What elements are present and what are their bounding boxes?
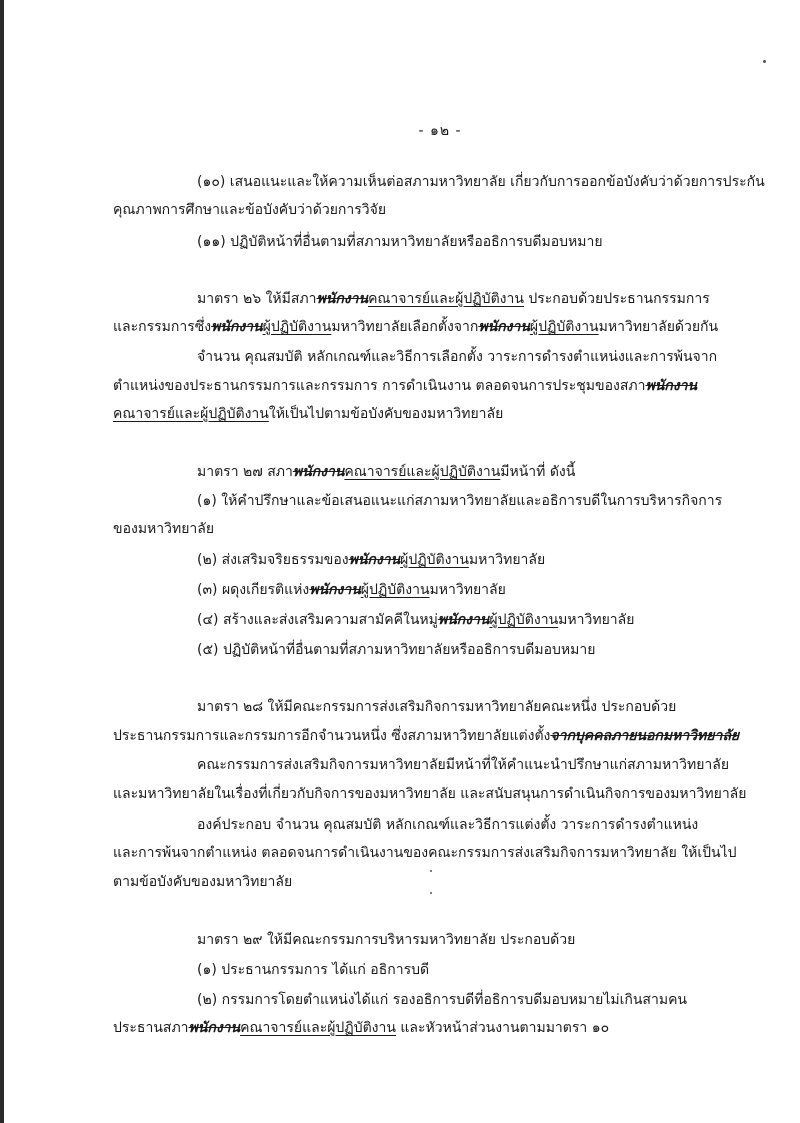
inserted-text: คณาจารย์และผู้ปฏิบัติงาน	[368, 291, 524, 307]
text-segment: (๔) สร้างและส่งเสริมความสามัคคีในหมู่	[197, 612, 438, 628]
text-segment: (๒) ส่งเสริมจริยธรรมของ	[197, 552, 349, 568]
struck-text: พนักงาน	[348, 552, 401, 568]
text-line	[197, 610, 634, 630]
text-segment: องค์ประกอบ จำนวน คุณสมบัติ หลักเกณฑ์และวิธีการแต่งตั้ง วาระการดำรงตำแหน่ง	[197, 817, 699, 833]
page-number: - ๑๒ -	[418, 123, 462, 139]
text-line	[113, 376, 697, 396]
text-segment: ประธานกรรมการและกรรมการอีกจำนวนหนึ่ง ซึ่งสภามหาวิทยาลัยแต่งตั้ง	[113, 728, 551, 744]
text-segment: ตามข้อบังคับของมหาวิทยาลัย	[113, 874, 293, 890]
text-segment: (๑) ประธานกรรมการ ได้แก่ อธิการบดี	[197, 962, 430, 978]
text-segment: (๓) ผดุงเกียรติแห่ง	[197, 582, 310, 598]
text-line	[197, 491, 722, 511]
text-segment: มหาวิทยาลัย	[558, 612, 635, 628]
text-segment: มหาวิทยาลัย	[468, 552, 546, 568]
struck-text: พนักงาน	[292, 464, 345, 480]
text-line	[113, 317, 718, 337]
inserted-text: คณาจารย์และผู้ปฏิบัติงาน	[344, 464, 501, 480]
text-line	[197, 990, 687, 1010]
struck-text: พนักงาน	[645, 378, 698, 394]
inserted-text: คณาจารย์และผู้ปฏิบัติงาน	[240, 1020, 396, 1036]
text-line	[113, 200, 386, 220]
text-line	[197, 580, 506, 600]
text-segment: (๑) ให้คำปรึกษาและข้อเสนอแนะแก่สภามหาวิทยาลัยและอธิการบดีในการบริหารกิจการ	[197, 493, 723, 509]
text-segment: คุณภาพการศึกษาและข้อบังคับว่าด้วยการวิจัย	[113, 202, 387, 218]
inserted-text: ผู้ปฏิบัติงาน	[360, 582, 430, 598]
text-segment: (๒) กรรมการโดยตำแหน่งได้แก่ รองอธิการบดีที่อธิการบดีมอบหมายไม่เกินสามคน	[197, 992, 687, 1008]
text-segment: มาตรา ๒๖ ให้มีสภา	[197, 291, 317, 307]
struck-text: จากบุคคลภายนอกมหาวิทยาลัย	[550, 728, 740, 744]
scan-edge	[0, 0, 4, 1123]
inserted-text: ผู้ปฏิบัติงาน	[529, 319, 599, 335]
text-segment: (๕) ปฏิบัติหน้าที่อื่นตามที่สภามหาวิทยาลัยหรืออธิการบดีมอบหมาย	[197, 642, 596, 658]
text-segment: มหาวิทยาลัย	[429, 582, 506, 598]
text-segment: และหัวหน้าส่วนงานตามมาตรา ๑๐	[395, 1020, 610, 1036]
text-line	[113, 843, 737, 863]
text-segment: ให้เป็นไปตามข้อบังคับของมหาวิทยาลัย	[268, 406, 504, 422]
text-line	[113, 784, 746, 804]
struck-text: พนักงาน	[316, 291, 369, 307]
scan-speck	[430, 892, 432, 894]
scan-speck	[763, 60, 766, 63]
text-segment: คณะกรรมการส่งเสริมกิจการมหาวิทยาลัยมีหน้าที่ให้คำแนะนำปรึกษาแก่สภามหาวิทยาลัย	[197, 757, 730, 773]
text-segment: มหาวิทยาลัยด้วยกัน	[598, 319, 719, 335]
text-line	[197, 815, 698, 835]
struck-text: พนักงาน	[309, 582, 361, 598]
inserted-text: คณาจารย์และผู้ปฏิบัติงาน	[113, 406, 269, 422]
text-line	[197, 347, 717, 367]
text-line	[113, 1018, 609, 1038]
text-line	[197, 462, 575, 482]
scan-speck	[430, 870, 432, 872]
text-segment: และมหาวิทยาลัยในเรื่องที่เกี่ยวกับกิจการของมหาวิทยาลัย และสนับสนุนการดำเนินกิจการของมหาวิทยาลัย	[113, 786, 747, 802]
text-line	[113, 404, 503, 424]
struck-text: พนักงาน	[478, 319, 530, 335]
struck-text: พนักงาน	[437, 612, 490, 628]
text-line	[197, 960, 429, 980]
text-segment: มาตรา ๒๙ ให้มีคณะกรรมการบริหารมหาวิทยาลัย ประกอบด้วย	[197, 932, 576, 948]
inserted-text: ผู้ปฏิบัติงาน	[262, 319, 332, 335]
text-line	[113, 872, 292, 892]
inserted-text: ผู้ปฏิบัติงาน	[489, 612, 559, 628]
text-segment: ประธานสภา	[113, 1020, 189, 1036]
text-line	[113, 726, 739, 746]
text-line	[197, 289, 710, 309]
text-segment: และกรรมการซึ่ง	[113, 319, 212, 335]
struck-text: พนักงาน	[188, 1020, 241, 1036]
text-line	[197, 172, 765, 192]
inserted-text: ผู้ปฏิบัติงาน	[400, 552, 469, 568]
text-line	[197, 930, 575, 950]
text-segment: (๑๐) เสนอแนะและให้ความเห็นต่อสภามหาวิทยาลัย เกี่ยวกับการออกข้อบังคับว่าด้วยการประกัน	[197, 174, 765, 190]
text-segment: จำนวน คุณสมบัติ หลักเกณฑ์และวิธีการเลือกตั้ง วาระการดำรงตำแหน่งและการพ้นจาก	[197, 349, 718, 365]
text-segment: มหาวิทยาลัยเลือกตั้งจาก	[331, 319, 479, 335]
text-segment: และการพ้นจากตำแหน่ง ตลอดจนการดำเนินงานของคณะกรรมการส่งเสริมกิจการมหาวิทยาลัย ให้เป็นไป	[113, 845, 737, 861]
text-segment: (๑๑) ปฏิบัติหน้าที่อื่นตามที่สภามหาวิทยาลัยหรืออธิการบดีมอบหมาย	[197, 234, 603, 250]
text-line	[197, 550, 545, 570]
text-segment: มาตรา ๒๗ สภา	[197, 464, 293, 480]
text-line	[197, 697, 676, 717]
text-segment: ตำแหน่งของประธานกรรมการและกรรมการ การดำเนินงาน ตลอดจนการประชุมของสภา	[113, 378, 646, 394]
text-segment: ประกอบด้วยประธานกรรมการ	[523, 291, 710, 307]
text-segment: ของมหาวิทยาลัย	[113, 521, 215, 537]
text-line	[197, 232, 603, 252]
text-segment: มีหน้าที่ ดังนี้	[500, 464, 576, 480]
text-segment: มาตรา ๒๘ ให้มีคณะกรรมการส่งเสริมกิจการมหาวิทยาลัยคณะหนึ่ง ประกอบด้วย	[197, 699, 677, 715]
text-line	[197, 755, 729, 775]
struck-text: พนักงาน	[211, 319, 263, 335]
text-line	[113, 519, 214, 539]
text-line	[197, 640, 595, 660]
